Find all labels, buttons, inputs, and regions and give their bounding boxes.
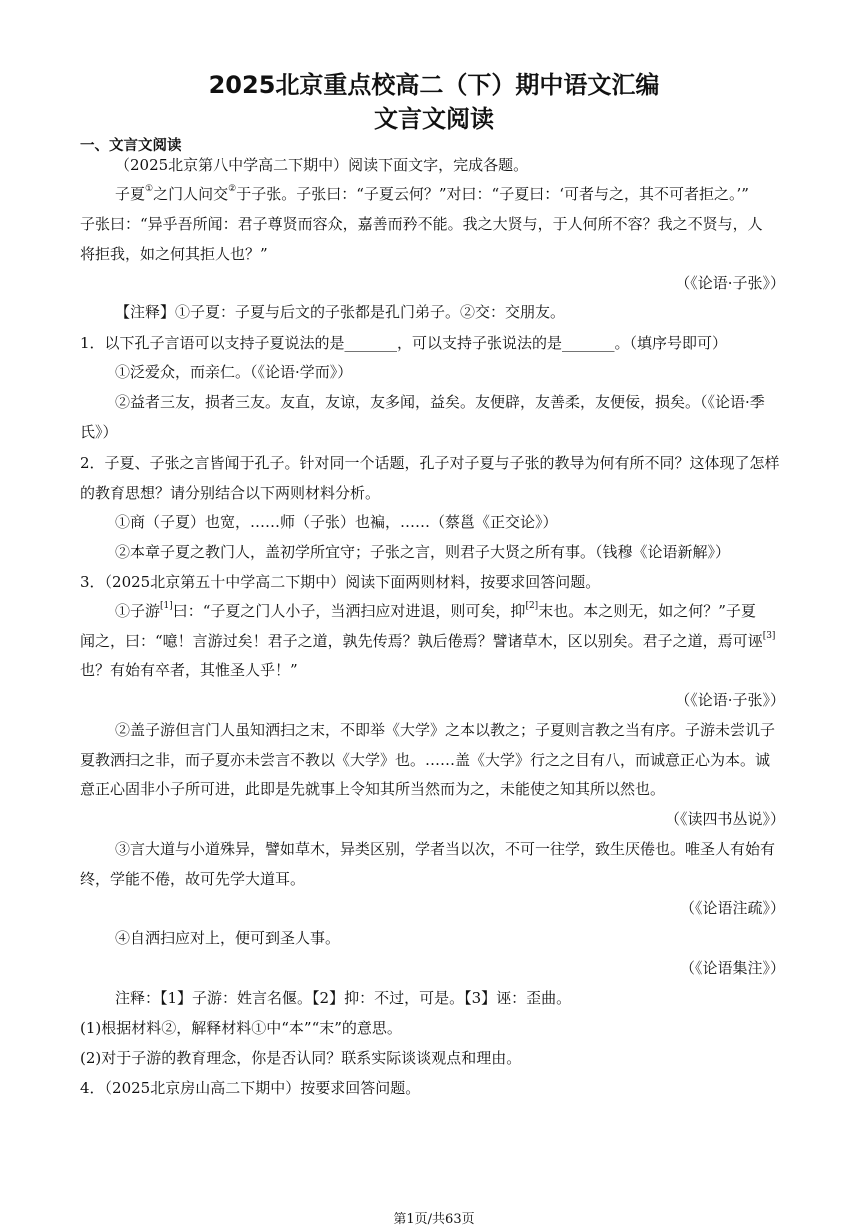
question-2-cont: 的教育思想？请分别结合以下两则材料分析。 bbox=[80, 484, 381, 502]
footnote-marker: [2] bbox=[525, 601, 539, 611]
material-3-line-1: ③言大道与小道殊异，譬如草木，异类区别，学者当以次，不可一往学，致生厌倦也。唯圣人有始有 bbox=[115, 840, 776, 858]
question-3-part-2: (2)对于子游的教育理念，你是否认同？联系实际谈谈观点和理由。 bbox=[80, 1049, 522, 1067]
question-2-material-1: ①商（子夏）也宽，……师（子张）也褊，……（蔡邕《正交论》） bbox=[115, 513, 558, 531]
question-2-material-2: ②本章子夏之教门人，盖初学所宜守；子张之言，则君子大贤之所有事。（钱穆《论语新解》） bbox=[115, 543, 731, 561]
question-2: 2．子夏、子张之言皆闻于孔子。针对同一个话题，孔子对子夏与子张的教导为何有所不同？这体现了怎样 bbox=[80, 454, 780, 472]
material-2-line-3: 意正心固非小子所可进，此即是先就事上令知其所当然而为之，未能使之知其所以然也。 bbox=[80, 780, 666, 798]
question-1-option-1: ①泛爱众，而亲仁。（《论语·学而》） bbox=[115, 363, 353, 381]
material-1-source: （《论语·子张》） bbox=[675, 691, 785, 709]
footnote-marker: [3] bbox=[762, 631, 776, 641]
passage-text: 闻之，曰：“噫！言游过矣！君子之道，孰先传焉？孰后倦焉？譬诸草木，区以别矣。君子之道，焉可诬 bbox=[80, 632, 763, 650]
material-1-line-3: 也？有始有卒者，其惟圣人乎！” bbox=[80, 661, 298, 679]
material-3-line-2: 终，学能不倦，故可先学大道耳。 bbox=[80, 870, 306, 888]
footnote-marker: ② bbox=[228, 184, 237, 194]
question-3-intro: 3．（2025北京第五十中学高二下期中）阅读下面两则材料，按要求回答问题。 bbox=[80, 573, 601, 591]
document-title: 2025北京重点校高二（下）期中语文汇编 bbox=[208, 71, 660, 99]
question-1: 1．以下孔子言语可以支持子夏说法的是_______，可以支持子张说法的是_______。（填序号即可） bbox=[80, 334, 728, 352]
passage-1-line-1 bbox=[115, 184, 749, 204]
question-1-option-2: ②益者三友，损者三友。友直，友谅，友多闻，益矣。友便辟，友善柔，友便佞，损矣。（《论语·季 bbox=[115, 393, 765, 411]
question-3-part-1: (1)根据材料②，解释材料①中“本”“末”的意思。 bbox=[80, 1019, 402, 1037]
footnote-marker: ① bbox=[145, 184, 154, 194]
page-number: 第1页/共63页 bbox=[393, 1212, 475, 1227]
material-2-line-1: ②盖子游但言门人虽知洒扫之末，不即举《大学》之本以教之；子夏则言教之当有序。子游未尝讥子 bbox=[115, 721, 776, 739]
annotation-3: 注释：【1】子游：姓言名偃。【2】抑：不过，可是。【3】诬：歪曲。 bbox=[115, 989, 572, 1007]
passage-text: 之门人问交 bbox=[153, 185, 229, 203]
passage-text: 曰：“子夏之门人小子，当洒扫应对进退，则可矣，抑 bbox=[172, 602, 526, 620]
question-4-intro: 4．（2025北京房山高二下期中）按要求回答问题。 bbox=[80, 1079, 421, 1097]
material-1-line-1 bbox=[115, 601, 756, 621]
passage-1-line-3: 将拒我，如之何其拒人也？” bbox=[80, 245, 268, 263]
material-2-source: （《读四书丛说》） bbox=[664, 810, 785, 828]
passage-1-source: （《论语·子张》） bbox=[675, 274, 785, 292]
material-4-line-1: ④自洒扫应对上，便可到圣人事。 bbox=[115, 929, 341, 947]
material-1-line-2 bbox=[80, 631, 775, 651]
material-3-source: （《论语注疏》） bbox=[679, 899, 785, 917]
passage-text: ①子游 bbox=[115, 602, 161, 620]
section-heading: 一、文言文阅读 bbox=[80, 138, 182, 154]
passage-text: 末也。本之则无，如之何？”子夏 bbox=[538, 602, 756, 620]
passage-text: 于子张。子张曰：“子夏云何？”对曰：“子夏曰：‘可者与之，其不可者拒之。’” bbox=[236, 185, 749, 203]
material-2-line-2: 夏教洒扫之非，而子夏亦未尝言不教以《大学》也。……盖《大学》行之之目有八，而诚意正心为本。诚 bbox=[80, 751, 771, 769]
annotation-1: 【注释】①子夏：子夏与后文的子张都是孔门弟子。②交：交朋友。 bbox=[115, 303, 566, 321]
document-subtitle: 文言文阅读 bbox=[374, 105, 494, 133]
footnote-marker: [1] bbox=[160, 601, 173, 611]
material-4-source: （《论语集注》） bbox=[679, 959, 785, 977]
question-intro-1: （2025北京第八中学高二下期中）阅读下面文字，完成各题。 bbox=[115, 156, 529, 174]
passage-1-line-2: 子张曰：“异乎吾所闻：君子尊贤而容众，嘉善而矜不能。我之大贤与，于人何所不容？我之不贤与，人 bbox=[80, 215, 763, 233]
passage-text: 子夏 bbox=[115, 185, 146, 203]
question-1-option-2-cont: 氏》） bbox=[80, 423, 118, 441]
